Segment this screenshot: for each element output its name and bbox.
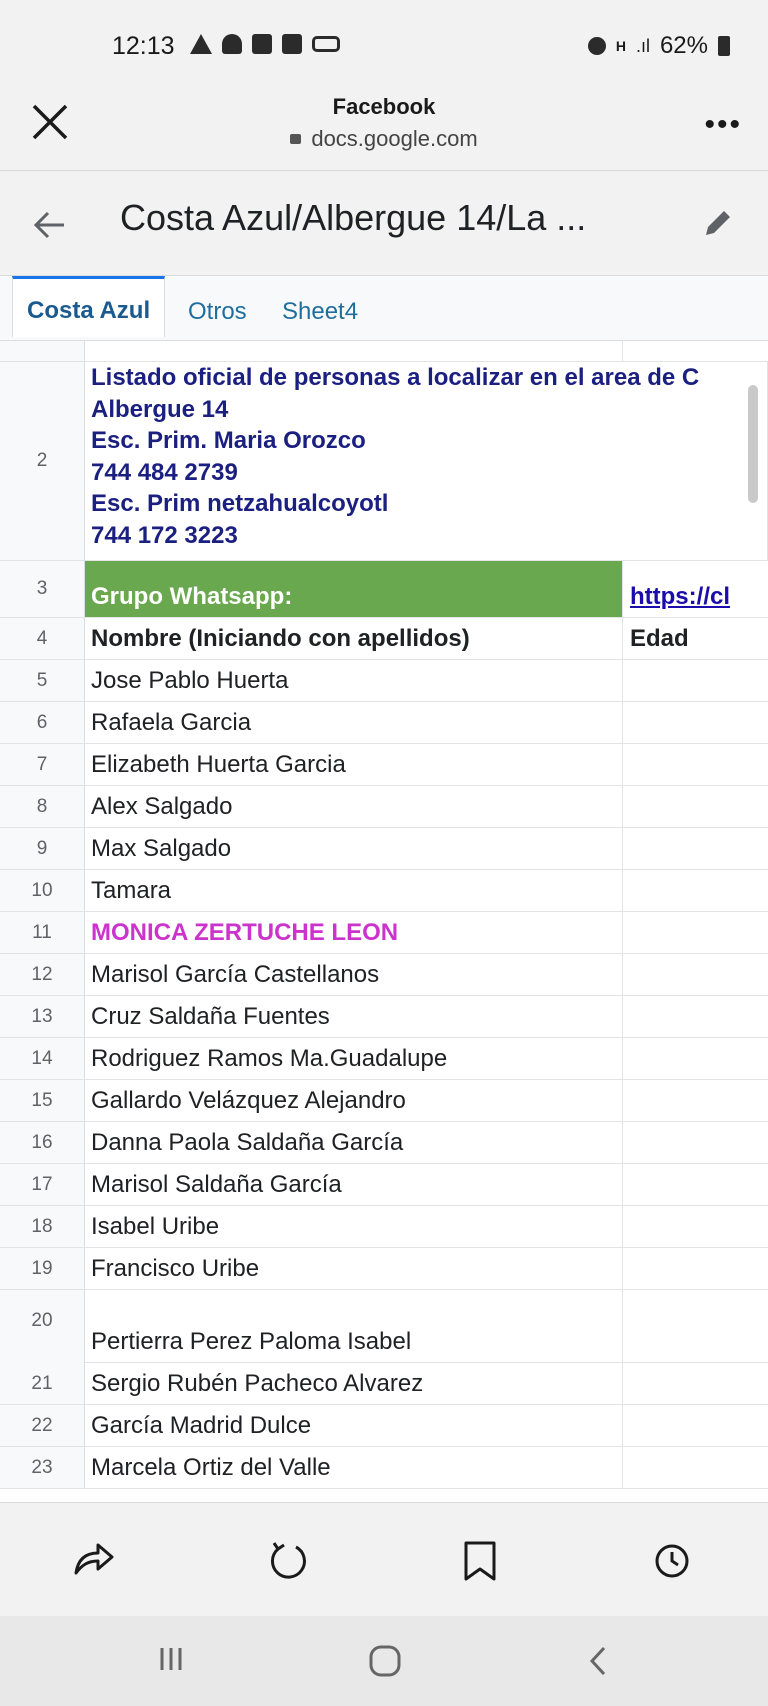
incognito-icon	[222, 34, 242, 54]
age-cell[interactable]	[624, 1290, 768, 1362]
table-row	[0, 912, 768, 954]
row-number: 12	[0, 954, 85, 995]
row-number: 18	[0, 1206, 85, 1247]
name-cell[interactable]: Pertierra Perez Paloma Isabel	[85, 1290, 623, 1362]
table-row	[0, 1206, 768, 1248]
name-cell[interactable]: Jose Pablo Huerta	[85, 660, 623, 701]
row-number	[0, 341, 85, 361]
age-cell[interactable]	[624, 828, 768, 869]
age-cell[interactable]	[624, 1447, 768, 1488]
browser-url[interactable]	[0, 126, 768, 152]
info-line: Esc. Prim netzahualcoyotl	[91, 490, 389, 517]
recents-icon[interactable]	[156, 1644, 186, 1674]
back-icon[interactable]	[586, 1644, 610, 1678]
table-row	[0, 618, 768, 660]
doc-title: Costa Azul/Albergue 14/La ...	[120, 197, 587, 238]
name-cell[interactable]: Marisol García Castellanos	[85, 954, 623, 995]
info-line: 744 484 2739	[91, 458, 238, 486]
table-row	[0, 1164, 768, 1206]
history-icon[interactable]	[650, 1539, 694, 1583]
table-row	[0, 660, 768, 702]
status-bar	[0, 0, 768, 78]
age-cell[interactable]	[624, 870, 768, 911]
name-cell[interactable]: Cruz Saldaña Fuentes	[85, 996, 623, 1037]
row-number: 8	[0, 786, 85, 827]
edit-pencil-icon[interactable]	[698, 203, 738, 243]
tab-otros[interactable]: Otros	[188, 298, 247, 325]
home-icon[interactable]	[368, 1644, 402, 1678]
voicemail-icon	[312, 36, 340, 52]
age-cell[interactable]	[624, 996, 768, 1037]
browser-title: Facebook	[332, 94, 436, 119]
table-row	[0, 744, 768, 786]
name-cell[interactable]: Marcela Ortiz del Valle	[85, 1447, 623, 1488]
name-cell[interactable]: Rodriguez Ramos Ma.Guadalupe	[85, 1038, 623, 1079]
age-cell[interactable]	[624, 1248, 768, 1289]
row-number: 14	[0, 1038, 85, 1079]
row-number: 3	[0, 561, 85, 617]
column-header-edad[interactable]: Edad	[630, 624, 689, 652]
browser-toolbar	[0, 1502, 768, 1617]
warning-icon	[190, 34, 212, 54]
name-cell[interactable]: Alex Salgado	[85, 786, 623, 827]
row-number: 22	[0, 1405, 85, 1446]
cell[interactable]	[85, 341, 623, 361]
name-cell[interactable]: Elizabeth Huerta Garcia	[85, 744, 623, 785]
tab-costa-azul[interactable]: Costa Azul	[12, 276, 165, 337]
table-row	[0, 786, 768, 828]
table-row	[0, 1122, 768, 1164]
photo-icon	[282, 34, 302, 54]
age-cell[interactable]	[624, 786, 768, 827]
system-icons	[588, 32, 730, 60]
info-line: Listado oficial de personas a localizar en el area de C	[91, 364, 700, 391]
info-line: Esc. Prim. Maria Orozco	[91, 427, 366, 454]
name-cell[interactable]: Gallardo Velázquez Alejandro	[85, 1080, 623, 1121]
notification-icons	[190, 34, 340, 54]
age-cell[interactable]	[624, 702, 768, 743]
whatsapp-link[interactable]: https://cl	[630, 583, 730, 610]
sheet-tabs	[0, 276, 768, 341]
row-number: 17	[0, 1164, 85, 1205]
table-row	[0, 828, 768, 870]
row-number: 23	[0, 1447, 85, 1488]
name-cell[interactable]: Max Salgado	[85, 828, 623, 869]
more-options-icon[interactable]: •••	[704, 108, 742, 141]
row-number: 7	[0, 744, 85, 785]
name-cell[interactable]: MONICA ZERTUCHE LEON	[85, 912, 623, 953]
whatsapp-group-cell[interactable]: Grupo Whatsapp:	[85, 561, 623, 617]
age-cell[interactable]	[624, 1080, 768, 1121]
bookmark-icon[interactable]	[462, 1539, 498, 1583]
row-number: 16	[0, 1122, 85, 1163]
reload-icon[interactable]	[266, 1539, 310, 1583]
name-cell[interactable]: Marisol Saldaña García	[85, 1164, 623, 1205]
age-cell[interactable]	[624, 954, 768, 995]
table-row	[0, 1405, 768, 1447]
lock-icon	[290, 134, 301, 144]
row-number: 2	[0, 362, 85, 560]
table-row	[0, 1080, 768, 1122]
row-number: 19	[0, 1248, 85, 1289]
table-row	[0, 1290, 768, 1363]
back-arrow-icon[interactable]	[30, 205, 70, 245]
url-text: docs.google.com	[311, 126, 478, 151]
age-cell[interactable]	[624, 1405, 768, 1446]
table-row	[0, 561, 768, 618]
name-cell[interactable]: Tamara	[85, 870, 623, 911]
cell[interactable]	[624, 341, 768, 361]
table-row	[0, 870, 768, 912]
info-line: 744 172 3223	[91, 521, 238, 549]
share-icon[interactable]	[72, 1539, 116, 1579]
table-row	[0, 702, 768, 744]
table-row	[0, 1038, 768, 1080]
info-line: Albergue 14	[91, 395, 229, 423]
age-cell[interactable]	[624, 1363, 768, 1404]
table-row	[0, 341, 768, 362]
row-number: 11	[0, 912, 85, 953]
age-cell[interactable]	[624, 744, 768, 785]
row-number: 5	[0, 660, 85, 701]
name-cell[interactable]: Isabel Uribe	[85, 1206, 623, 1247]
hd-icon: H	[615, 38, 626, 54]
row-number: 20	[0, 1290, 85, 1382]
name-cell[interactable]: Danna Paola Saldaña García	[85, 1122, 623, 1163]
tab-sheet4[interactable]: Sheet4	[282, 298, 359, 325]
table-row	[0, 362, 768, 561]
spreadsheet-grid[interactable]	[0, 341, 768, 1501]
age-cell[interactable]	[624, 1038, 768, 1079]
row-number: 21	[0, 1363, 85, 1404]
status-time: 12:13	[112, 32, 175, 60]
signal-icon: .ıl	[635, 35, 650, 56]
name-cell[interactable]: Rafaela Garcia	[85, 702, 623, 743]
row-number: 4	[0, 618, 85, 659]
age-cell[interactable]	[624, 1206, 768, 1247]
system-nav-bar	[0, 1616, 768, 1706]
column-header-nombre[interactable]: Nombre (Iniciando con apellidos)	[85, 618, 623, 659]
folder-icon	[252, 34, 272, 54]
alarm-icon	[588, 37, 606, 55]
scrollbar[interactable]	[748, 385, 758, 503]
row-number: 6	[0, 702, 85, 743]
age-cell[interactable]	[624, 660, 768, 701]
age-cell[interactable]	[624, 1122, 768, 1163]
age-cell[interactable]	[624, 1164, 768, 1205]
table-row	[0, 996, 768, 1038]
table-row	[0, 1447, 768, 1489]
row-number: 9	[0, 828, 85, 869]
row-number: 13	[0, 996, 85, 1037]
age-cell[interactable]	[624, 912, 768, 953]
name-cell[interactable]: Francisco Uribe	[85, 1248, 623, 1289]
row-number: 15	[0, 1080, 85, 1121]
doc-header	[0, 171, 768, 276]
name-cell[interactable]: García Madrid Dulce	[85, 1405, 623, 1446]
table-row	[0, 954, 768, 996]
row-number: 10	[0, 870, 85, 911]
info-cell[interactable]	[85, 362, 768, 560]
name-cell[interactable]: Sergio Rubén Pacheco Alvarez	[85, 1363, 623, 1404]
table-row	[0, 1363, 768, 1405]
battery-percent: 62%	[659, 32, 708, 59]
battery-icon	[718, 36, 730, 56]
table-row	[0, 1248, 768, 1290]
browser-header	[0, 78, 768, 171]
